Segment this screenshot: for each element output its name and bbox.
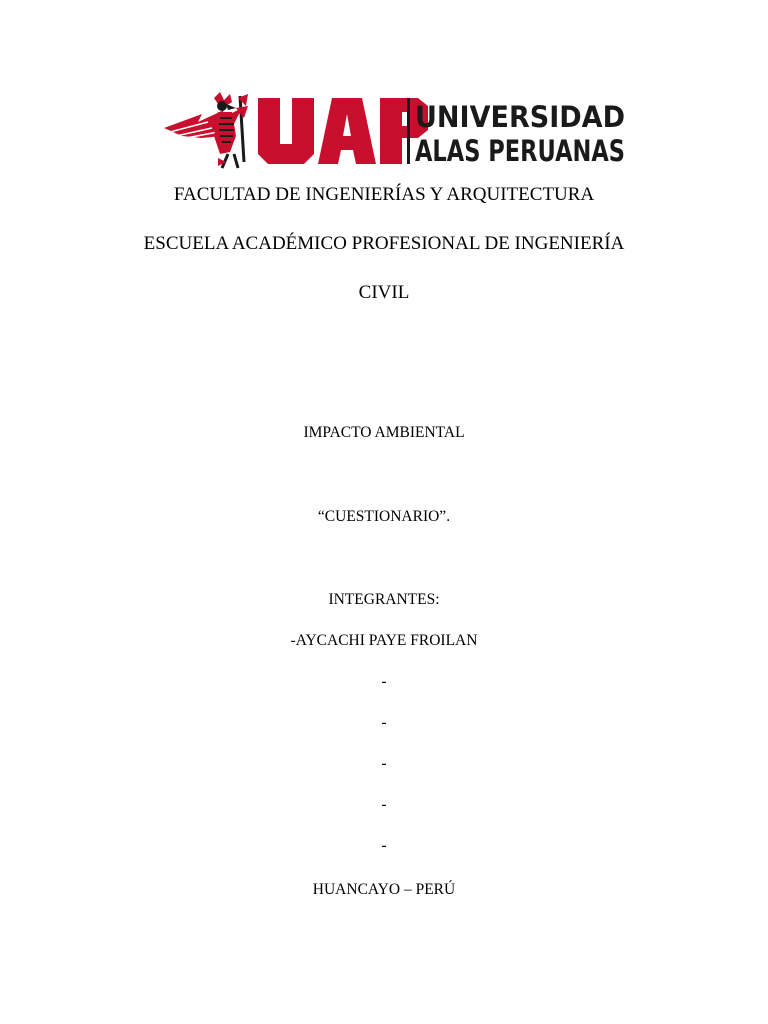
- course-name: IMPACTO AMBIENTAL: [303, 424, 465, 441]
- member-item: -: [381, 837, 387, 854]
- document-title: “CUESTIONARIO”.: [317, 508, 451, 525]
- logo-divider: [407, 98, 410, 164]
- logo-name-line2: ALAS PERUANAS: [415, 134, 625, 168]
- member-item: -AYCACHI PAYE FROILAN: [290, 632, 478, 649]
- uap-letters: [258, 98, 428, 164]
- members-heading: INTEGRANTES:: [328, 591, 440, 608]
- member-item: -: [381, 714, 387, 731]
- condor-emblem-icon: [164, 92, 248, 168]
- school-heading: ESCUELA ACADÉMICO PROFESIONAL DE INGENIERÍA: [143, 233, 625, 254]
- career-heading: CIVIL: [358, 282, 410, 303]
- university-logo: [162, 92, 628, 170]
- uap-logo-graphic: [162, 92, 628, 170]
- member-item: -: [381, 796, 387, 813]
- faculty-heading: FACULTAD DE INGENIERÍAS Y ARQUITECTURA: [173, 184, 595, 205]
- member-item: -: [381, 755, 387, 772]
- member-item: -: [381, 673, 387, 690]
- logo-name-line1: UNIVERSIDAD: [415, 100, 625, 134]
- location-footer: HUANCAYO – PERÚ: [312, 881, 456, 898]
